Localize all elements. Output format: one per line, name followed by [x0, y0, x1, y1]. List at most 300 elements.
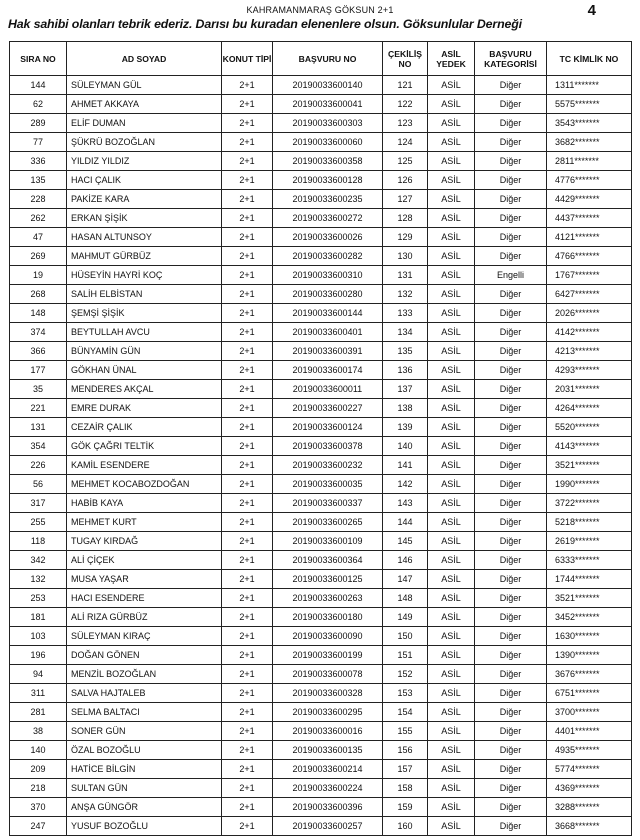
- document-title: KAHRAMANMARAŞ GÖKSUN 2+1: [246, 5, 394, 15]
- asil-yedek-cell: ASİL: [428, 437, 475, 456]
- basvuru-kategorisi-cell: Diğer: [475, 779, 547, 798]
- cekilis-no-cell: 155: [383, 722, 428, 741]
- ad-soyad-cell: SÜLEYMAN GÜL: [67, 76, 222, 95]
- cekilis-no-cell: 128: [383, 209, 428, 228]
- konut-tipi-cell: 2+1: [222, 551, 273, 570]
- cekilis-no-cell: 134: [383, 323, 428, 342]
- asil-yedek-cell: ASİL: [428, 665, 475, 684]
- konut-tipi-cell: 2+1: [222, 133, 273, 152]
- sira-no-cell: 38: [10, 722, 67, 741]
- asil-yedek-cell: ASİL: [428, 399, 475, 418]
- ad-soyad-cell: HABİB KAYA: [67, 494, 222, 513]
- basvuru-no-cell: 20190033600011: [273, 380, 383, 399]
- tc-kimlik-no-cell: 4401*******: [547, 722, 632, 741]
- basvuru-kategorisi-cell: Diğer: [475, 209, 547, 228]
- tc-kimlik-no-cell: 6333*******: [547, 551, 632, 570]
- basvuru-kategorisi-cell: Diğer: [475, 551, 547, 570]
- ad-soyad-cell: SALİH ELBİSTAN: [67, 285, 222, 304]
- basvuru-kategorisi-cell: Diğer: [475, 133, 547, 152]
- basvuru-no-cell: 20190033600282: [273, 247, 383, 266]
- sira-no-cell: 336: [10, 152, 67, 171]
- basvuru-no-cell: 20190033600140: [273, 76, 383, 95]
- basvuru-kategorisi-cell: Diğer: [475, 323, 547, 342]
- basvuru-kategorisi-cell: Diğer: [475, 608, 547, 627]
- basvuru-no-cell: 20190033600174: [273, 361, 383, 380]
- ad-soyad-cell: MAHMUT GÜRBÜZ: [67, 247, 222, 266]
- table-row: [10, 285, 632, 304]
- asil-yedek-cell: ASİL: [428, 323, 475, 342]
- konut-tipi-cell: 2+1: [222, 475, 273, 494]
- asil-yedek-cell: ASİL: [428, 741, 475, 760]
- ad-soyad-cell: MEHMET KOCABOZDOĞAN: [67, 475, 222, 494]
- cekilis-no-cell: 137: [383, 380, 428, 399]
- ad-soyad-cell: HASAN ALTUNSOY: [67, 228, 222, 247]
- basvuru-kategorisi-cell: Diğer: [475, 722, 547, 741]
- asil-yedek-cell: ASİL: [428, 114, 475, 133]
- tc-kimlik-no-cell: 3452*******: [547, 608, 632, 627]
- tc-kimlik-no-cell: 4935*******: [547, 741, 632, 760]
- konut-tipi-cell: 2+1: [222, 209, 273, 228]
- basvuru-kategorisi-cell: Diğer: [475, 475, 547, 494]
- sira-no-cell: 56: [10, 475, 67, 494]
- asil-yedek-cell: ASİL: [428, 418, 475, 437]
- sira-no-cell: 228: [10, 190, 67, 209]
- ad-soyad-cell: ALİ RIZA GÜRBÜZ: [67, 608, 222, 627]
- basvuru-no-cell: 20190033600060: [273, 133, 383, 152]
- basvuru-no-cell: 20190033600180: [273, 608, 383, 627]
- table-row: [10, 304, 632, 323]
- cekilis-no-cell: 131: [383, 266, 428, 285]
- asil-yedek-cell: ASİL: [428, 76, 475, 95]
- ad-soyad-cell: TUGAY KIRDAĞ: [67, 532, 222, 551]
- basvuru-no-cell: 20190033600280: [273, 285, 383, 304]
- ad-soyad-cell: DOĞAN GÖNEN: [67, 646, 222, 665]
- tc-kimlik-no-cell: 4293*******: [547, 361, 632, 380]
- basvuru-kategorisi-cell: Diğer: [475, 741, 547, 760]
- ad-soyad-cell: MUSA YAŞAR: [67, 570, 222, 589]
- tc-kimlik-no-cell: 4369*******: [547, 779, 632, 798]
- asil-yedek-cell: ASİL: [428, 361, 475, 380]
- tc-kimlik-no-cell: 3668*******: [547, 817, 632, 836]
- table-row: [10, 247, 632, 266]
- konut-tipi-cell: 2+1: [222, 608, 273, 627]
- table-row: [10, 551, 632, 570]
- basvuru-kategorisi-cell: Diğer: [475, 532, 547, 551]
- sira-no-cell: 103: [10, 627, 67, 646]
- basvuru-kategorisi-cell: Diğer: [475, 627, 547, 646]
- cekilis-no-cell: 143: [383, 494, 428, 513]
- konut-tipi-cell: 2+1: [222, 342, 273, 361]
- table-row: [10, 209, 632, 228]
- tc-kimlik-no-cell: 4121*******: [547, 228, 632, 247]
- basvuru-no-cell: 20190033600328: [273, 684, 383, 703]
- konut-tipi-cell: 2+1: [222, 399, 273, 418]
- konut-tipi-cell: 2+1: [222, 589, 273, 608]
- table-row: [10, 380, 632, 399]
- basvuru-no-cell: 20190033600303: [273, 114, 383, 133]
- cekilis-no-cell: 121: [383, 76, 428, 95]
- cekilis-no-cell: 125: [383, 152, 428, 171]
- sira-no-cell: 281: [10, 703, 67, 722]
- konut-tipi-cell: 2+1: [222, 817, 273, 836]
- cekilis-no-cell: 159: [383, 798, 428, 817]
- ad-soyad-cell: ALİ ÇİÇEK: [67, 551, 222, 570]
- cekilis-no-cell: 133: [383, 304, 428, 323]
- konut-tipi-cell: 2+1: [222, 266, 273, 285]
- konut-tipi-cell: 2+1: [222, 437, 273, 456]
- sira-no-cell: 148: [10, 304, 67, 323]
- cekilis-no-cell: 154: [383, 703, 428, 722]
- basvuru-no-cell: 20190033600272: [273, 209, 383, 228]
- table-row: [10, 76, 632, 95]
- konut-tipi-cell: 2+1: [222, 418, 273, 437]
- konut-tipi-cell: 2+1: [222, 285, 273, 304]
- konut-tipi-cell: 2+1: [222, 152, 273, 171]
- sira-no-cell: 262: [10, 209, 67, 228]
- asil-yedek-cell: ASİL: [428, 456, 475, 475]
- tc-kimlik-no-cell: 3676*******: [547, 665, 632, 684]
- table-row: [10, 703, 632, 722]
- table-row: [10, 323, 632, 342]
- konut-tipi-cell: 2+1: [222, 646, 273, 665]
- table-row: [10, 608, 632, 627]
- table-row: [10, 741, 632, 760]
- page-number: 4: [587, 2, 596, 19]
- asil-yedek-cell: ASİL: [428, 380, 475, 399]
- basvuru-kategorisi-cell: Diğer: [475, 247, 547, 266]
- tc-kimlik-no-cell: 2031*******: [547, 380, 632, 399]
- konut-tipi-cell: 2+1: [222, 323, 273, 342]
- table-row: [10, 456, 632, 475]
- asil-yedek-cell: ASİL: [428, 228, 475, 247]
- sira-no-cell: 35: [10, 380, 67, 399]
- table-row: [10, 627, 632, 646]
- ad-soyad-cell: YILDIZ YILDIZ: [67, 152, 222, 171]
- asil-yedek-cell: ASİL: [428, 589, 475, 608]
- col-header-basvuru-no: BAŞVURU NO: [273, 42, 383, 76]
- basvuru-no-cell: 20190033600257: [273, 817, 383, 836]
- ad-soyad-cell: SALVA HAJTALEB: [67, 684, 222, 703]
- tc-kimlik-no-cell: 3543*******: [547, 114, 632, 133]
- sira-no-cell: 255: [10, 513, 67, 532]
- ad-soyad-cell: PAKİZE KARA: [67, 190, 222, 209]
- basvuru-no-cell: 20190033600078: [273, 665, 383, 684]
- konut-tipi-cell: 2+1: [222, 665, 273, 684]
- ad-soyad-cell: HÜSEYİN HAYRİ KOÇ: [67, 266, 222, 285]
- konut-tipi-cell: 2+1: [222, 570, 273, 589]
- cekilis-no-cell: 123: [383, 114, 428, 133]
- col-header-cekilis-no: ÇEKİLİŞ NO: [383, 42, 428, 76]
- basvuru-no-cell: 20190033600135: [273, 741, 383, 760]
- basvuru-kategorisi-cell: Diğer: [475, 304, 547, 323]
- basvuru-kategorisi-cell: Diğer: [475, 228, 547, 247]
- asil-yedek-cell: ASİL: [428, 285, 475, 304]
- table-row: [10, 684, 632, 703]
- basvuru-no-cell: 20190033600364: [273, 551, 383, 570]
- ad-soyad-cell: ERKAN ŞİŞİK: [67, 209, 222, 228]
- col-header-ad-soyad: AD SOYAD: [67, 42, 222, 76]
- sira-no-cell: 268: [10, 285, 67, 304]
- tc-kimlik-no-cell: 1630*******: [547, 627, 632, 646]
- basvuru-no-cell: 20190033600016: [273, 722, 383, 741]
- table-row: [10, 228, 632, 247]
- basvuru-kategorisi-cell: Diğer: [475, 798, 547, 817]
- basvuru-no-cell: 20190033600090: [273, 627, 383, 646]
- basvuru-no-cell: 20190033600358: [273, 152, 383, 171]
- asil-yedek-cell: ASİL: [428, 304, 475, 323]
- col-header-basvuru-kategorisi: BAŞVURU KATEGORİSİ: [475, 42, 547, 76]
- tc-kimlik-no-cell: 4264*******: [547, 399, 632, 418]
- asil-yedek-cell: ASİL: [428, 551, 475, 570]
- basvuru-kategorisi-cell: Diğer: [475, 342, 547, 361]
- basvuru-kategorisi-cell: Diğer: [475, 494, 547, 513]
- konut-tipi-cell: 2+1: [222, 456, 273, 475]
- konut-tipi-cell: 2+1: [222, 513, 273, 532]
- ad-soyad-cell: AHMET AKKAYA: [67, 95, 222, 114]
- cekilis-no-cell: 124: [383, 133, 428, 152]
- basvuru-kategorisi-cell: Diğer: [475, 646, 547, 665]
- table-row: [10, 133, 632, 152]
- sira-no-cell: 374: [10, 323, 67, 342]
- table-row: [10, 152, 632, 171]
- asil-yedek-cell: ASİL: [428, 190, 475, 209]
- ad-soyad-cell: BÜNYAMİN GÜN: [67, 342, 222, 361]
- ad-soyad-cell: MENZİL BOZOĞLAN: [67, 665, 222, 684]
- tc-kimlik-no-cell: 2026*******: [547, 304, 632, 323]
- cekilis-no-cell: 127: [383, 190, 428, 209]
- table-row: [10, 475, 632, 494]
- ad-soyad-cell: CEZAİR ÇALIK: [67, 418, 222, 437]
- basvuru-no-cell: 20190033600199: [273, 646, 383, 665]
- table-row: [10, 570, 632, 589]
- col-header-asil-yedek: ASİL YEDEK: [428, 42, 475, 76]
- basvuru-kategorisi-cell: Diğer: [475, 152, 547, 171]
- tc-kimlik-no-cell: 3521*******: [547, 589, 632, 608]
- tc-kimlik-no-cell: 3521*******: [547, 456, 632, 475]
- basvuru-no-cell: 20190033600235: [273, 190, 383, 209]
- tc-kimlik-no-cell: 4429*******: [547, 190, 632, 209]
- ad-soyad-cell: BEYTULLAH AVCU: [67, 323, 222, 342]
- ad-soyad-cell: HACI ÇALIK: [67, 171, 222, 190]
- sira-no-cell: 62: [10, 95, 67, 114]
- basvuru-kategorisi-cell: Diğer: [475, 570, 547, 589]
- table-row: [10, 817, 632, 836]
- basvuru-kategorisi-cell: Diğer: [475, 190, 547, 209]
- sira-no-cell: 247: [10, 817, 67, 836]
- asil-yedek-cell: ASİL: [428, 247, 475, 266]
- cekilis-no-cell: 153: [383, 684, 428, 703]
- sira-no-cell: 132: [10, 570, 67, 589]
- asil-yedek-cell: ASİL: [428, 342, 475, 361]
- sira-no-cell: 135: [10, 171, 67, 190]
- sira-no-cell: 94: [10, 665, 67, 684]
- tc-kimlik-no-cell: 5575*******: [547, 95, 632, 114]
- basvuru-no-cell: 20190033600144: [273, 304, 383, 323]
- basvuru-no-cell: 20190033600401: [273, 323, 383, 342]
- sira-no-cell: 131: [10, 418, 67, 437]
- col-header-tc-kimlik-no: TC KİMLİK NO: [547, 42, 632, 76]
- basvuru-no-cell: 20190033600263: [273, 589, 383, 608]
- konut-tipi-cell: 2+1: [222, 95, 273, 114]
- basvuru-kategorisi-cell: Diğer: [475, 95, 547, 114]
- cekilis-no-cell: 158: [383, 779, 428, 798]
- sira-no-cell: 366: [10, 342, 67, 361]
- basvuru-no-cell: 20190033600035: [273, 475, 383, 494]
- table-row: [10, 589, 632, 608]
- tc-kimlik-no-cell: 4766*******: [547, 247, 632, 266]
- sira-no-cell: 140: [10, 741, 67, 760]
- table-row: [10, 342, 632, 361]
- table-row: [10, 361, 632, 380]
- cekilis-no-cell: 146: [383, 551, 428, 570]
- basvuru-no-cell: 20190033600337: [273, 494, 383, 513]
- table-row: [10, 665, 632, 684]
- konut-tipi-cell: 2+1: [222, 494, 273, 513]
- tc-kimlik-no-cell: 2811*******: [547, 152, 632, 171]
- konut-tipi-cell: 2+1: [222, 361, 273, 380]
- tc-kimlik-no-cell: 6427*******: [547, 285, 632, 304]
- sira-no-cell: 181: [10, 608, 67, 627]
- tc-kimlik-no-cell: 1767*******: [547, 266, 632, 285]
- basvuru-kategorisi-cell: Diğer: [475, 684, 547, 703]
- tc-kimlik-no-cell: 4437*******: [547, 209, 632, 228]
- table-row: [10, 494, 632, 513]
- cekilis-no-cell: 136: [383, 361, 428, 380]
- cekilis-no-cell: 157: [383, 760, 428, 779]
- konut-tipi-cell: 2+1: [222, 684, 273, 703]
- table-row: [10, 190, 632, 209]
- konut-tipi-cell: 2+1: [222, 741, 273, 760]
- cekilis-no-cell: 138: [383, 399, 428, 418]
- tc-kimlik-no-cell: 4776*******: [547, 171, 632, 190]
- col-header-konut-tipi: KONUT TİPİ: [222, 42, 273, 76]
- basvuru-no-cell: 20190033600396: [273, 798, 383, 817]
- sira-no-cell: 221: [10, 399, 67, 418]
- table-row: [10, 95, 632, 114]
- col-header-sira-no: SIRA NO: [10, 42, 67, 76]
- table-row: [10, 779, 632, 798]
- basvuru-kategorisi-cell: Engelli: [475, 266, 547, 285]
- cekilis-no-cell: 151: [383, 646, 428, 665]
- ad-soyad-cell: YUSUF BOZOĞLU: [67, 817, 222, 836]
- ad-soyad-cell: HACI ESENDERE: [67, 589, 222, 608]
- tc-kimlik-no-cell: 3722*******: [547, 494, 632, 513]
- basvuru-kategorisi-cell: Diğer: [475, 665, 547, 684]
- basvuru-kategorisi-cell: Diğer: [475, 380, 547, 399]
- asil-yedek-cell: ASİL: [428, 722, 475, 741]
- basvuru-kategorisi-cell: Diğer: [475, 76, 547, 95]
- konut-tipi-cell: 2+1: [222, 304, 273, 323]
- sira-no-cell: 370: [10, 798, 67, 817]
- tc-kimlik-no-cell: 1990*******: [547, 475, 632, 494]
- asil-yedek-cell: ASİL: [428, 798, 475, 817]
- table-row: [10, 418, 632, 437]
- konut-tipi-cell: 2+1: [222, 703, 273, 722]
- konut-tipi-cell: 2+1: [222, 722, 273, 741]
- basvuru-no-cell: 20190033600041: [273, 95, 383, 114]
- cekilis-no-cell: 150: [383, 627, 428, 646]
- basvuru-no-cell: 20190033600227: [273, 399, 383, 418]
- cekilis-no-cell: 147: [383, 570, 428, 589]
- basvuru-no-cell: 20190033600124: [273, 418, 383, 437]
- sira-no-cell: 354: [10, 437, 67, 456]
- ad-soyad-cell: SULTAN GÜN: [67, 779, 222, 798]
- basvuru-no-cell: 20190033600109: [273, 532, 383, 551]
- asil-yedek-cell: ASİL: [428, 703, 475, 722]
- cekilis-no-cell: 126: [383, 171, 428, 190]
- sira-no-cell: 19: [10, 266, 67, 285]
- konut-tipi-cell: 2+1: [222, 532, 273, 551]
- ad-soyad-cell: ŞEMŞİ ŞİŞİK: [67, 304, 222, 323]
- cekilis-no-cell: 160: [383, 817, 428, 836]
- sira-no-cell: 289: [10, 114, 67, 133]
- sira-no-cell: 77: [10, 133, 67, 152]
- basvuru-kategorisi-cell: Diğer: [475, 418, 547, 437]
- basvuru-no-cell: 20190033600128: [273, 171, 383, 190]
- basvuru-kategorisi-cell: Diğer: [475, 437, 547, 456]
- tc-kimlik-no-cell: 1311*******: [547, 76, 632, 95]
- cekilis-no-cell: 149: [383, 608, 428, 627]
- table-row: [10, 646, 632, 665]
- table-row: [10, 760, 632, 779]
- cekilis-no-cell: 129: [383, 228, 428, 247]
- asil-yedek-cell: ASİL: [428, 570, 475, 589]
- basvuru-no-cell: 20190033600310: [273, 266, 383, 285]
- konut-tipi-cell: 2+1: [222, 228, 273, 247]
- cekilis-no-cell: 156: [383, 741, 428, 760]
- cekilis-no-cell: 122: [383, 95, 428, 114]
- table-row: [10, 114, 632, 133]
- tc-kimlik-no-cell: 5520*******: [547, 418, 632, 437]
- results-table: [9, 41, 632, 836]
- ad-soyad-cell: HATİCE BİLGİN: [67, 760, 222, 779]
- ad-soyad-cell: SONER GÜN: [67, 722, 222, 741]
- ad-soyad-cell: GÖKHAN ÜNAL: [67, 361, 222, 380]
- basvuru-kategorisi-cell: Diğer: [475, 285, 547, 304]
- table-row: [10, 722, 632, 741]
- cekilis-no-cell: 152: [383, 665, 428, 684]
- basvuru-no-cell: 20190033600232: [273, 456, 383, 475]
- ad-soyad-cell: GÖK ÇAĞRI TELTİK: [67, 437, 222, 456]
- basvuru-kategorisi-cell: Diğer: [475, 171, 547, 190]
- konut-tipi-cell: 2+1: [222, 76, 273, 95]
- sira-no-cell: 253: [10, 589, 67, 608]
- basvuru-no-cell: 20190033600391: [273, 342, 383, 361]
- basvuru-no-cell: 20190033600125: [273, 570, 383, 589]
- basvuru-kategorisi-cell: Diğer: [475, 513, 547, 532]
- asil-yedek-cell: ASİL: [428, 817, 475, 836]
- asil-yedek-cell: ASİL: [428, 209, 475, 228]
- table-header-row: [10, 42, 632, 76]
- ad-soyad-cell: MENDERES AKÇAL: [67, 380, 222, 399]
- basvuru-no-cell: 20190033600378: [273, 437, 383, 456]
- cekilis-no-cell: 132: [383, 285, 428, 304]
- asil-yedek-cell: ASİL: [428, 494, 475, 513]
- ad-soyad-cell: SÜLEYMAN KIRAÇ: [67, 627, 222, 646]
- sira-no-cell: 218: [10, 779, 67, 798]
- ad-soyad-cell: KAMİL ESENDERE: [67, 456, 222, 475]
- sira-no-cell: 118: [10, 532, 67, 551]
- sira-no-cell: 47: [10, 228, 67, 247]
- tc-kimlik-no-cell: 3288*******: [547, 798, 632, 817]
- konut-tipi-cell: 2+1: [222, 247, 273, 266]
- asil-yedek-cell: ASİL: [428, 95, 475, 114]
- asil-yedek-cell: ASİL: [428, 171, 475, 190]
- konut-tipi-cell: 2+1: [222, 760, 273, 779]
- basvuru-no-cell: 20190033600295: [273, 703, 383, 722]
- tc-kimlik-no-cell: 4143*******: [547, 437, 632, 456]
- cekilis-no-cell: 144: [383, 513, 428, 532]
